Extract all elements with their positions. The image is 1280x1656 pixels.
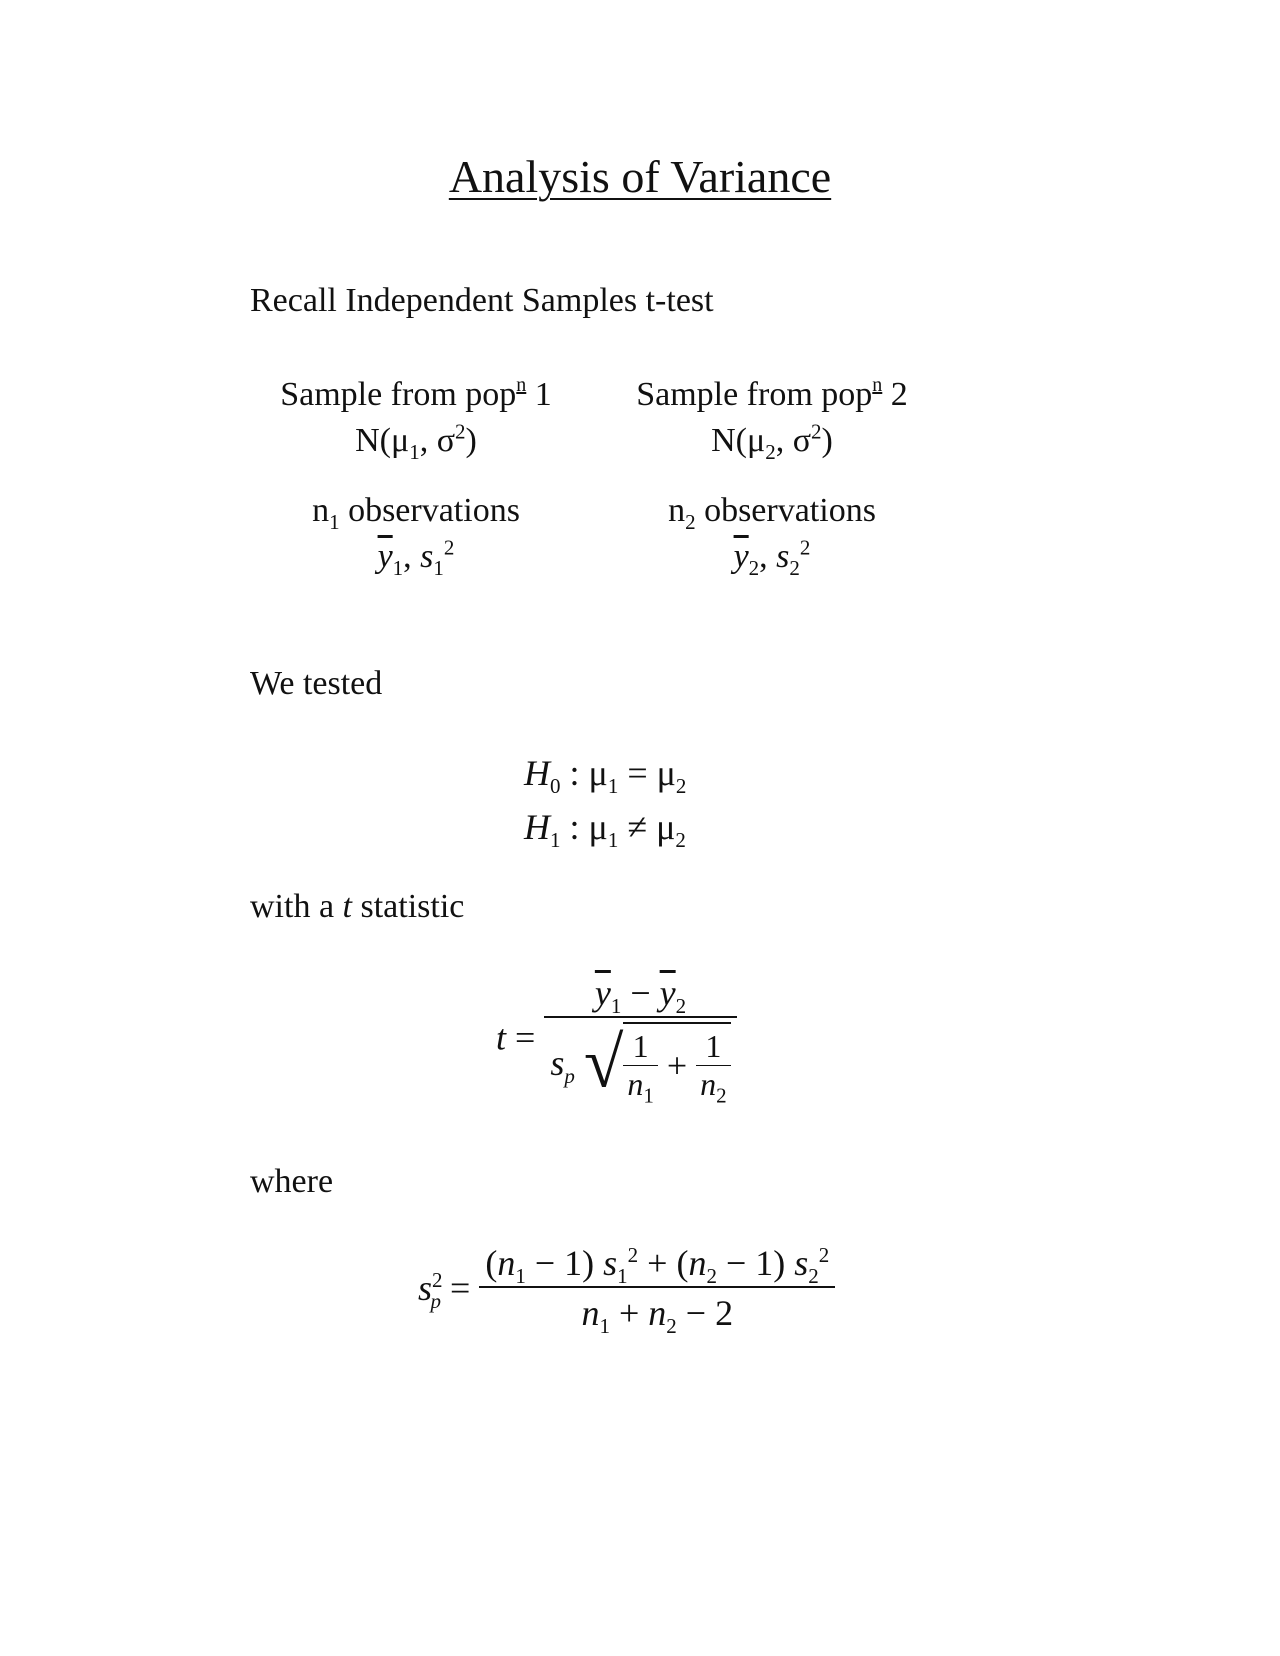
- observations-count-1: $n_1$ observations: [312, 492, 520, 534]
- observations-count-2: $n_2$ observations: [668, 492, 876, 534]
- observations-1: [256, 488, 576, 580]
- where-text: where: [250, 1163, 334, 1200]
- null-hypothesis: $H_0$ : $\mu_1 = \mu_2$: [524, 753, 687, 799]
- intro-text: Recall Independent Samples t-test: [250, 282, 714, 319]
- distribution-1: $N(\mu_1$, $\sigma^2$): [355, 419, 477, 464]
- hypotheses: [524, 746, 686, 854]
- alternative-hypothesis: $H_1$ : $\mu_1 \ne \mu_2$: [524, 807, 686, 853]
- sample-heading-2: Sample from pop$^n$ 2: [636, 374, 908, 413]
- sample-column-2: [612, 362, 932, 464]
- with-t-statistic-text: with a t statistic: [250, 888, 465, 925]
- sample-heading-1: Sample from pop$^n$ 1: [280, 374, 552, 413]
- sample-stats-1: $\overline{y}_1$, $s_1^2$: [377, 535, 455, 580]
- observations-2: [612, 488, 932, 580]
- sample-column-1: [256, 362, 576, 464]
- we-tested-text: We tested: [250, 665, 383, 702]
- t-statistic-formula: t = $\overline{y}_1 - \overline{y}_2$ $s_p$ √ $\frac{1}{n_1}$ + $\frac{1}{n_2}$: [496, 972, 737, 1103]
- page-title: Analysis of Variance: [448, 151, 832, 202]
- distribution-2: $N(\mu_2$, $\sigma^2$): [711, 419, 833, 464]
- pooled-variance-formula: $s^2_p$ = $\frac{(n_1 - 1) s_1^2 + (n_2 - 1) s_2^2}{n_1 + n_2 - 2}$: [418, 1242, 835, 1334]
- sample-stats-2: $\overline{y}_2$, $s_2^2$: [733, 535, 811, 580]
